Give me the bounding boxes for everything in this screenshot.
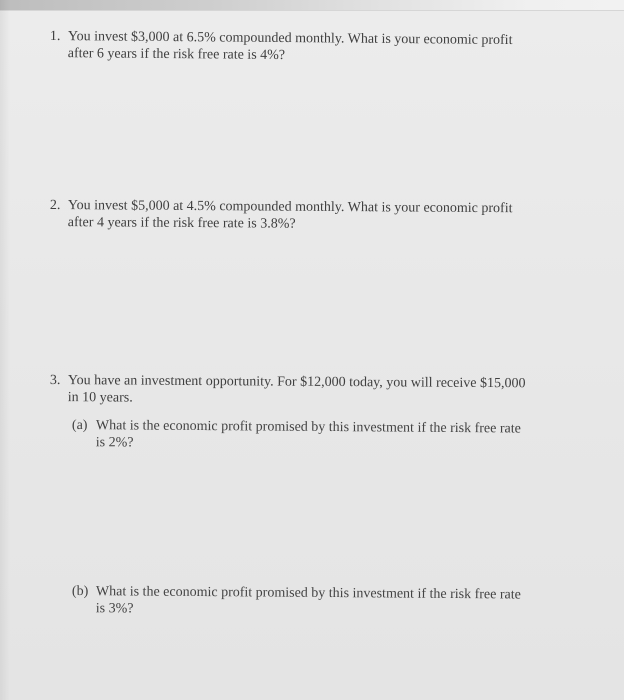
question-3b-label: (b)	[71, 583, 89, 600]
question-1-line-2: after 6 years if the risk free rate is 4%?	[67, 46, 286, 64]
question-1-line-1: You invest $3,000 at 6.5% compounded monthly. What is your economic profit	[67, 29, 513, 49]
question-3	[50, 372, 570, 410]
question-3-line-1: You have an investment opportunity. For $12,000 today, you will receive $15,000	[67, 373, 526, 392]
question-3a-label: (a)	[71, 417, 88, 434]
paper-left-shadow	[0, 0, 10, 700]
question-3-part-a	[72, 417, 542, 455]
question-2-line-1: You invest $5,000 at 4.5% compounded monthly. What is your economic profit	[67, 198, 513, 217]
question-2-line-2: after 4 years if the risk free rate is 3.8%?	[67, 215, 296, 232]
question-2	[50, 197, 570, 235]
question-2-number: 2.	[49, 197, 61, 214]
question-3b-line-2: is 3%?	[95, 601, 134, 617]
question-1	[50, 28, 570, 67]
question-3-number: 3.	[49, 372, 61, 389]
question-3a-line-2: is 2%?	[95, 435, 134, 451]
question-3-part-b	[72, 583, 542, 621]
question-1-number: 1.	[49, 28, 61, 45]
paper-top-edge	[0, 0, 624, 11]
question-3a-line-1: What is the economic profit promised by this investment if the risk free rate	[95, 418, 521, 437]
question-3b-line-1: What is the economic profit promised by this investment if the risk free rate	[95, 584, 521, 603]
question-3-line-2: in 10 years.	[67, 390, 133, 406]
